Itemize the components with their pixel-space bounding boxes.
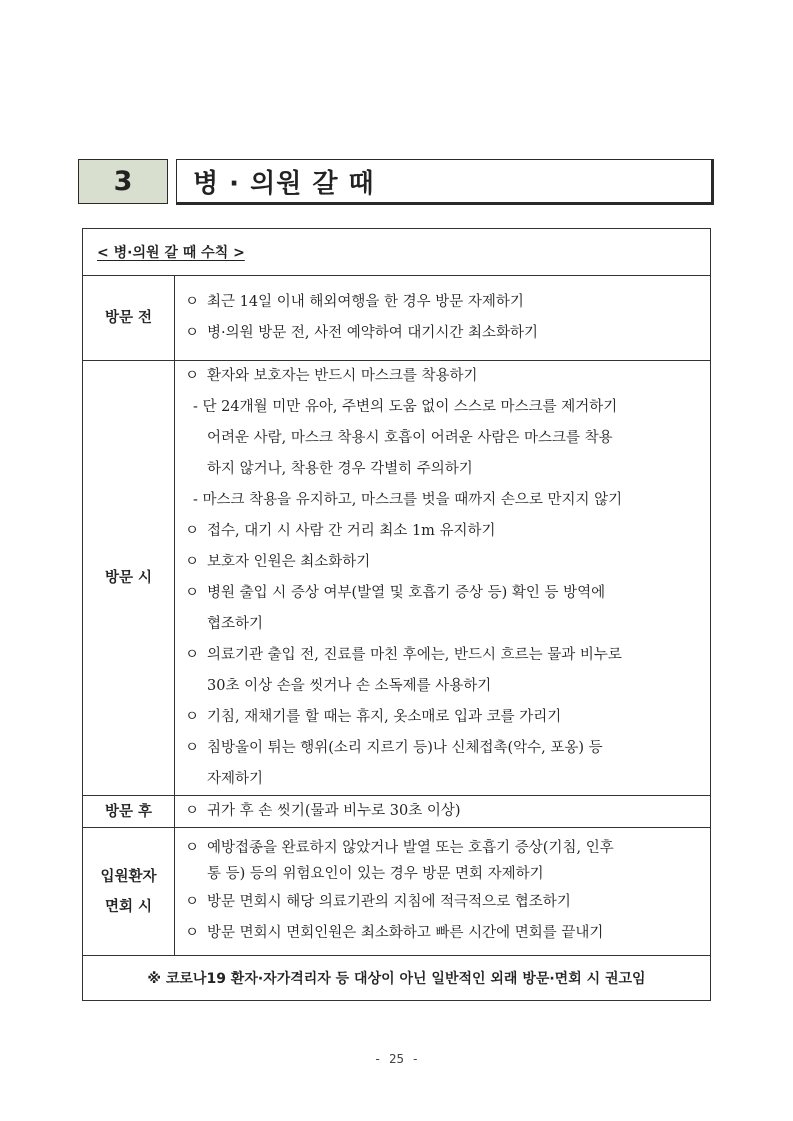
list-item <box>185 547 698 578</box>
sub-item-line: 하지 않거나, 착용한 경우 각별히 주의하기 <box>207 461 473 477</box>
list-item <box>185 887 698 918</box>
list-item <box>185 318 698 349</box>
item-text: 병·의원 방문 전, 사전 예약하여 대기시간 최소화하기 <box>207 325 539 341</box>
row-during-visit <box>83 361 711 796</box>
bullet: ㅇ <box>185 803 200 819</box>
bullet: ㅇ <box>185 554 200 570</box>
row-inpatient-visit <box>83 828 711 956</box>
bullet: ㅇ <box>185 924 200 941</box>
bullet: ㅇ <box>185 647 200 663</box>
bullet: ㅇ <box>185 839 200 856</box>
item-text: 방문 면회시 면회인원은 최소화하고 빠른 시간에 면회를 끝내기 <box>207 924 604 941</box>
label-line: 입원환자 <box>100 868 157 885</box>
item-continuation: 통 등) 등의 위험요인이 있는 경우 방문 면회 자제하기 <box>207 865 544 882</box>
visit-rules-table <box>82 228 711 1001</box>
list-item <box>185 516 698 547</box>
row-before-visit <box>83 276 711 361</box>
table-header-row <box>83 229 711 276</box>
item-text: 보호자 인원은 최소화하기 <box>207 554 371 570</box>
list-item <box>185 835 698 861</box>
bullet: ㅇ <box>185 893 200 910</box>
list-item <box>185 287 698 318</box>
item-text: 기침, 재채기를 할 때는 휴지, 옷소매로 입과 코를 가리기 <box>207 709 562 725</box>
sub-item-line: - 마스크 착용을 유지하고, 마스크를 벗을 때까지 손으로 만지지 않기 <box>193 492 623 508</box>
label-after-visit: 방문 후 <box>83 796 175 828</box>
sub-item-line: - 단 24개월 미만 유아, 주변의 도움 없이 스스로 마스크를 제거하기 <box>193 399 618 415</box>
section-number: 3 <box>78 159 168 204</box>
bullet: ㅇ <box>185 523 200 539</box>
label-inpatient-visit <box>83 828 175 956</box>
bullet: ㅇ <box>185 294 200 310</box>
bullet: ㅇ <box>185 740 200 756</box>
item-text: 예방접종을 완료하지 않았거나 발열 또는 호흡기 증상(기침, 인후 <box>207 839 614 856</box>
item-continuation: 협조하기 <box>207 616 264 632</box>
list-item <box>185 702 698 733</box>
bullet: ㅇ <box>185 325 200 341</box>
bullet: ㅇ <box>185 368 200 384</box>
item-continuation: 자제하기 <box>207 771 264 787</box>
content-before-visit <box>175 276 711 361</box>
list-item <box>185 918 698 949</box>
item-text: 방문 면회시 해당 의료기관의 지침에 적극적으로 협조하기 <box>207 893 571 910</box>
item-text: 최근 14일 이내 해외여행을 한 경우 방문 자제하기 <box>207 294 524 310</box>
list-item <box>185 733 698 764</box>
label-before-visit: 방문 전 <box>83 276 175 361</box>
item-text: 접수, 대기 시 사람 간 거리 최소 1m 유지하기 <box>207 523 496 539</box>
label-line: 면회 시 <box>104 898 153 915</box>
section-title: 병 · 의원 갈 때 <box>176 159 714 205</box>
table-header-text: < 병·의원 갈 때 수칙 > <box>97 245 245 261</box>
footnote-row <box>83 956 711 1001</box>
list-item <box>185 361 698 392</box>
bullet: ㅇ <box>185 709 200 725</box>
page-number: - 25 - <box>373 1051 420 1066</box>
item-text: 침방울이 튀는 행위(소리 지르기 등)나 신체접촉(악수, 포옹) 등 <box>207 740 603 756</box>
item-continuation: 30초 이상 손을 씻거나 손 소독제를 사용하기 <box>207 678 492 694</box>
footnote: ※ 코로나19 환자·자가격리자 등 대상이 아닌 일반적인 외래 방문·면회 시 권고임 <box>83 956 711 1001</box>
list-item <box>185 796 698 827</box>
sub-item-line: 어려운 사람, 마스크 착용시 호흡이 어려운 사람은 마스크를 착용 <box>207 430 613 446</box>
list-item <box>185 578 698 609</box>
content-during-visit <box>175 361 711 796</box>
content-after-visit <box>175 796 711 828</box>
item-text: 환자와 보호자는 반드시 마스크를 착용하기 <box>207 368 478 384</box>
list-item <box>185 640 698 671</box>
item-text: 병원 출입 시 증상 여부(발열 및 호흡기 증상 등) 확인 등 방역에 <box>207 585 606 601</box>
bullet: ㅇ <box>185 585 200 601</box>
item-text: 귀가 후 손 씻기(물과 비누로 30초 이상) <box>207 803 461 819</box>
table-header <box>83 229 711 276</box>
content-inpatient-visit <box>175 828 711 956</box>
row-after-visit <box>83 796 711 828</box>
label-during-visit: 방문 시 <box>83 361 175 796</box>
item-text: 의료기관 출입 전, 진료를 마친 후에는, 반드시 흐르는 물과 비누로 <box>207 647 622 663</box>
